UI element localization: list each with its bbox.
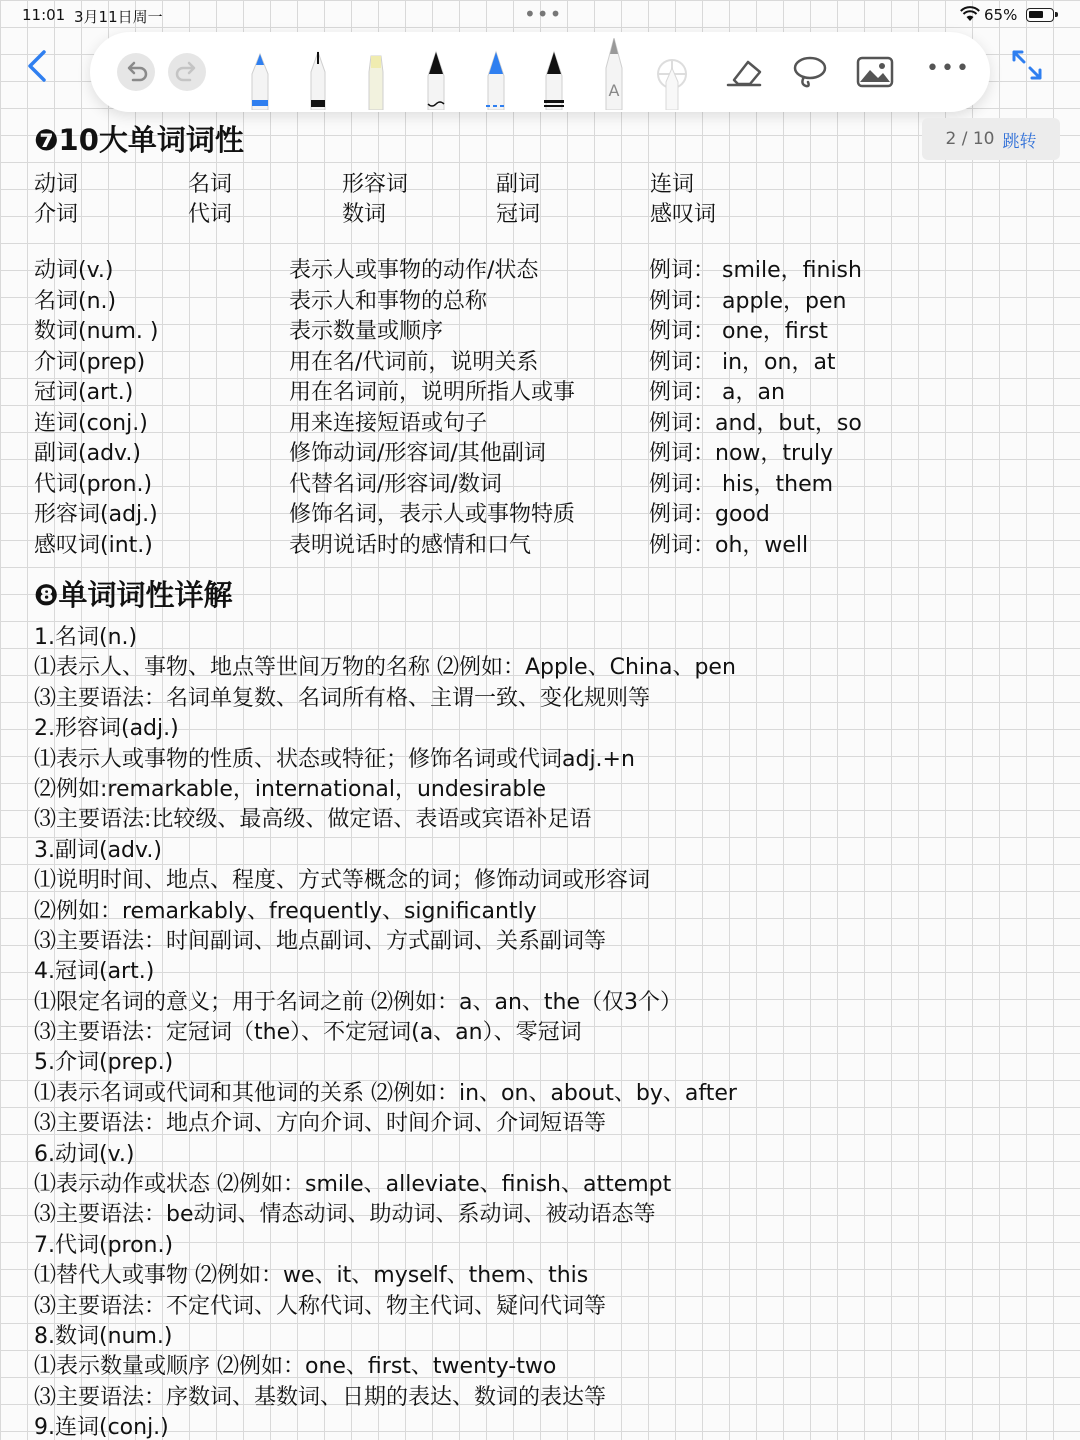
table-row <box>34 409 914 440</box>
chevron-left-icon[interactable] <box>24 48 52 84</box>
marker-black-icon[interactable] <box>416 38 456 110</box>
detail-line: ⑴表示数量或顺序 ⑵例如：one、first、twenty-two <box>34 1354 557 1380</box>
detail-line: ⑵例如：remarkably、frequently、significantly <box>34 898 537 924</box>
table-row <box>34 470 914 501</box>
detail-line: ⑶主要语法：序数词、基数词、日期的表达、数词的表达等 <box>34 1384 607 1410</box>
pen-blue-icon[interactable] <box>240 38 280 110</box>
jump-button[interactable]: 跳转 <box>1002 131 1037 152</box>
grid-cell: 代词 <box>188 202 233 227</box>
detail-line: ⑶主要语法：定冠词（the）、不定冠词(a、an）、零冠词 <box>34 1020 582 1046</box>
grid-cell: 介词 <box>34 202 79 227</box>
detail-line: ⑴表示名词或代词和其他词的关系 ⑵例如：in、on、about、by、after <box>34 1080 737 1106</box>
detail-line: 6.动词(v.) <box>34 1141 135 1167</box>
pos-example: 例词： his，them <box>649 471 834 497</box>
detail-line: 5.介词(prep.) <box>34 1050 174 1076</box>
pos-example: 例词：and，but，so <box>649 410 862 436</box>
page-indicator[interactable] <box>922 118 1060 160</box>
detail-line: ⑶主要语法：时间副词、地点副词、方式副词、关系副词等 <box>34 928 607 954</box>
detail-line: ⑴限定名词的意义；用于名词之前 ⑵例如：a、an、the（仅3个） <box>34 989 683 1015</box>
pos-example: 例词： one，first <box>649 319 828 344</box>
grid-cell: 冠词 <box>496 202 541 227</box>
lasso-icon[interactable] <box>790 54 830 90</box>
detail-line: ⑴表示人、事物、地点等世间万物的名称 ⑵例如：Apple、China、pen <box>34 655 736 681</box>
detail-line: ⑴表示动作或状态 ⑵例如：smile、alleviate、finish、attempt <box>34 1172 672 1198</box>
detail-line: ⑶主要语法：不定代词、人称代词、物主代词、疑问代词等 <box>34 1293 607 1319</box>
pos-example: 例词： in，on，at <box>649 349 836 375</box>
status-date: 3月11日周一 <box>74 8 163 26</box>
marker-black-thick-icon[interactable] <box>534 38 574 110</box>
pos-name: 副词(adv.) <box>34 441 141 466</box>
pos-name: 感叹词(int.) <box>34 532 153 558</box>
grid-cell: 副词 <box>496 172 541 197</box>
pos-name: 形容词(adj.) <box>34 502 158 527</box>
redo-icon <box>168 53 206 91</box>
pos-example: 例词： apple，pen <box>649 288 847 314</box>
undo-button[interactable] <box>117 53 155 91</box>
pos-example: 例词： a，an <box>649 380 785 405</box>
pos-name: 冠词(art.) <box>34 380 134 405</box>
laser-pointer-icon[interactable] <box>652 38 692 110</box>
pos-name: 数词(num. ) <box>34 319 159 344</box>
drawing-toolbar <box>90 32 990 112</box>
status-time: 11:01 <box>22 6 66 24</box>
grid-cell: 感叹词 <box>650 202 717 227</box>
image-icon[interactable] <box>856 56 894 88</box>
redo-button[interactable] <box>168 53 206 91</box>
detail-line: ⑶主要语法:比较级、最高级、做定语、表语或宾语补足语 <box>34 807 592 833</box>
detail-line: 4.冠词(art.) <box>34 959 155 985</box>
detail-line: ⑶主要语法：be动词、情态动词、助动词、系动词、被动语态等 <box>34 1202 656 1228</box>
detail-line: ⑴表示人或事物的性质、状态或特征；修饰名词或代词adj.+n <box>34 746 635 772</box>
status-bar <box>0 0 1080 32</box>
grid-cell: 连词 <box>650 172 695 197</box>
grid-cell: 形容词 <box>342 172 409 197</box>
section-7-title: ❼10大单词词性 <box>34 123 244 157</box>
pos-example: 例词：now，truly <box>649 441 834 466</box>
battery-percent: 65% <box>984 6 1018 24</box>
pos-example: 例词：good <box>649 502 770 527</box>
grid-row <box>34 200 914 230</box>
expand-arrows-icon[interactable] <box>1010 48 1044 82</box>
pos-description: 表示人或事物的动作/状态 <box>289 258 539 283</box>
note-content[interactable] <box>34 118 914 1440</box>
table-row <box>34 378 914 409</box>
table-row <box>34 256 914 287</box>
detail-line: 3.副词(adv.) <box>34 837 162 863</box>
detail-line: 8.数词(num.) <box>34 1323 173 1349</box>
detail-line: ⑶主要语法：名词单复数、名词所有格、主谓一致、变化规则等 <box>34 685 651 711</box>
pos-details <box>34 623 914 1440</box>
page-number: 2 / 10 <box>945 129 995 149</box>
detail-line: 9.连词(conj.) <box>34 1415 169 1440</box>
highlighter-yellow-icon[interactable] <box>356 38 396 110</box>
detail-line: 1.名词(n.) <box>34 625 138 650</box>
text-tool-icon[interactable] <box>594 38 634 110</box>
detail-line: ⑵例如:remarkable，international，undesirable <box>34 776 547 802</box>
table-row <box>34 500 914 531</box>
table-row <box>34 287 914 318</box>
table-row <box>34 317 914 348</box>
section-8-title: ❽单词词性详解 <box>34 578 233 612</box>
pos-name: 动词(v.) <box>34 258 114 283</box>
more-dots-icon[interactable]: ••• <box>926 56 971 81</box>
pos-name-grid <box>34 170 914 230</box>
fineliner-black-icon[interactable] <box>298 38 338 110</box>
table-row <box>34 348 914 379</box>
detail-line: ⑴替代人或事物 ⑵例如：we、it、myself、them、this <box>34 1263 589 1289</box>
pos-example: 例词：oh，well <box>649 532 809 558</box>
detail-line: ⑴说明时间、地点、程度、方式等概念的词；修饰动词或形容词 <box>34 868 651 894</box>
undo-icon <box>117 53 155 91</box>
pos-description: 表明说话时的感情和口气 <box>289 532 532 558</box>
pos-description: 用在名词前，说明所指人或事 <box>289 380 576 405</box>
table-row <box>34 439 914 470</box>
pos-example: 例词： smile，finish <box>649 258 862 283</box>
pos-name: 代词(pron.) <box>34 471 153 497</box>
grid-cell: 数词 <box>342 202 387 227</box>
marker-blue-dashed-icon[interactable] <box>476 38 516 110</box>
pos-description: 表示人和事物的总称 <box>289 288 488 314</box>
pos-name: 名词(n.) <box>34 288 117 314</box>
multitask-dots-icon[interactable]: ••• <box>524 2 563 26</box>
pos-name: 连词(conj.) <box>34 410 148 436</box>
pos-description: 代替名词/形容词/数词 <box>289 471 502 497</box>
pos-description: 用在名/代词前，说明关系 <box>289 349 539 375</box>
pos-description: 表示数量或顺序 <box>289 319 444 344</box>
wifi-icon <box>960 6 980 22</box>
pos-name: 介词(prep) <box>34 349 146 375</box>
pos-table <box>34 256 914 561</box>
svg-text:A: A <box>608 81 620 100</box>
grid-cell: 动词 <box>34 172 79 197</box>
pos-description: 修饰名词，表示人或事物特质 <box>289 502 576 527</box>
eraser-icon[interactable] <box>724 54 764 90</box>
pos-description: 修饰动词/形容词/其他副词 <box>289 441 546 466</box>
battery-icon <box>1026 8 1054 22</box>
detail-line: ⑶主要语法：地点介词、方向介词、时间介词、介词短语等 <box>34 1111 607 1137</box>
pos-description: 用来连接短语或句子 <box>289 410 488 436</box>
detail-line: 2.形容词(adj.) <box>34 716 179 742</box>
detail-line: 7.代词(pron.) <box>34 1232 174 1258</box>
grid-row <box>34 170 914 200</box>
grid-cell: 名词 <box>188 172 233 197</box>
table-row <box>34 531 914 562</box>
